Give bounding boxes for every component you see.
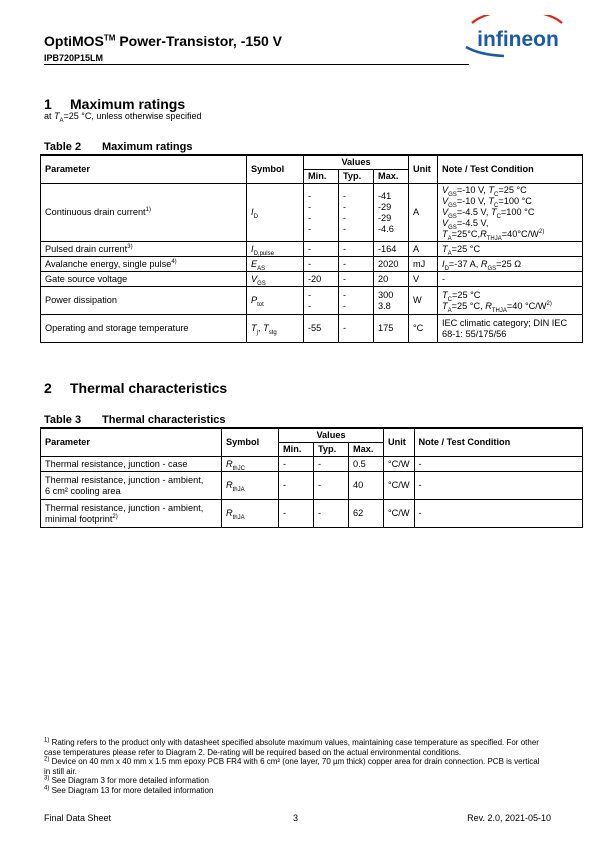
- footer-left: Final Data Sheet: [44, 813, 112, 823]
- col-parameter: Parameter: [41, 428, 222, 457]
- header-divider: [44, 64, 469, 65]
- infineon-logo: [458, 15, 570, 59]
- logo-arc-icon: [472, 15, 562, 23]
- table-2-caption: Table 2 Maximum ratings: [44, 141, 193, 153]
- col-min: Min.: [304, 170, 339, 184]
- footnote-4: $^{4)}$ See Diagram 13 for more detailed information: [44, 784, 214, 795]
- col-min: Min.: [279, 443, 314, 457]
- col-values: Values: [304, 155, 409, 170]
- table-row: Power dissipation $P_{tot}$ - - - - 300 3.8 W $T_C=25$ °C $T_A=25$ °C, $R_{THJA}=40$ $^\circ C/W^{2)}$: [41, 287, 583, 315]
- section-1-heading: 1 Maximum ratings: [44, 96, 186, 112]
- footnote-2: $^{2)}$ Device on 40 mm x 40 mm x 1.5 mm epoxy PCB FR4 with 6 cm² (one layer, 70 µm thick) copper area for drain connection. PCB is vertical in still air.: [44, 756, 540, 776]
- col-max: Max.: [374, 170, 409, 184]
- footnote-3: $^{3)}$ See Diagram 3 for more detailed information: [44, 775, 209, 785]
- footer-revision: Rev. 2.0, 2021-05-10: [467, 813, 551, 823]
- table-row: Thermal resistance, junction - case $R_{thJC}$ - - 0.5 °C/W -: [41, 457, 583, 472]
- col-unit: Unit: [384, 428, 415, 457]
- table-row: Thermal resistance, junction - ambient, minimal footprint$^{2)}$ $R_{thJA}$ - - 62 °C/W -: [41, 500, 583, 528]
- col-symbol: Symbol: [247, 155, 304, 184]
- col-typ: Typ.: [314, 443, 349, 457]
- table-thermal-characteristics: [40, 427, 583, 528]
- table-row: Gate source voltage $V_{GS}$ -20 - 20 V -: [41, 272, 583, 287]
- table-row: Thermal resistance, junction - ambient, 6 cm² cooling area $R_{thJA}$ - - 40 °C/W -: [41, 472, 583, 500]
- part-number: IPB720P15LM: [44, 53, 104, 63]
- logo-wordmark: infineon: [477, 28, 559, 51]
- col-note: Note / Test Condition: [438, 155, 583, 184]
- col-note: Note / Test Condition: [414, 428, 582, 457]
- table-maximum-ratings: [40, 154, 583, 343]
- footer-page-number: 3: [293, 813, 299, 823]
- col-values: Values: [279, 428, 384, 443]
- col-max: Max.: [349, 443, 384, 457]
- col-typ: Typ.: [339, 170, 374, 184]
- table-row: Avalanche energy, single pulse$^{4)}$ $E_{AS}$ - - 2020 mJ $I_D=-37$ A, $R_{GS}=25$ Ω: [41, 257, 583, 272]
- footnote-1: $^{1)}$ Rating refers to the product only with datasheet specified absolute maximum values, maintaining case temperature as specified. For other case temperatures please refer to Diagram 2. De-rating will be required based on the actual environmental conditions.: [44, 737, 539, 757]
- col-parameter: Parameter: [41, 155, 247, 184]
- table-3-caption: Table 3 Thermal characteristics: [44, 414, 226, 426]
- col-unit: Unit: [409, 155, 438, 184]
- col-symbol: Symbol: [222, 428, 279, 457]
- table-row: Continuous drain current$^{1)}$ $I_D$ - - - - - - - - -41 -29 -29 -4.6 A $V_{GS}=-10$ V, $T_C=25$ °C $V_{GS}=-10$ V, $T_C=100$ °C $V_{GS}=-4.5$ V, $T_C=100$ °C $V_{GS}=-4.5$ V, $T_A=25^\circ C,R_{THJA}=40^\circ C/W^{2)}$: [41, 184, 583, 242]
- section-1-conditions: at $T_A=25$ °C, unless otherwise specified: [44, 111, 202, 124]
- table-row: Pulsed drain current$^{3)}$ $I_{D,pulse}$ - - -164 A $T_A=25$ °C: [41, 242, 583, 257]
- table-row: Operating and storage temperature $T_j$, $T_{stg}$ -55 - 175 °C IEC climatic category; DIN IEC 68-1: 55/175/56: [41, 315, 583, 343]
- document-title: OptiMOS™ Power-Transistor, -150 V: [44, 33, 282, 49]
- footnotes: [44, 738, 544, 795]
- section-2-heading: 2 Thermal characteristics: [44, 380, 228, 396]
